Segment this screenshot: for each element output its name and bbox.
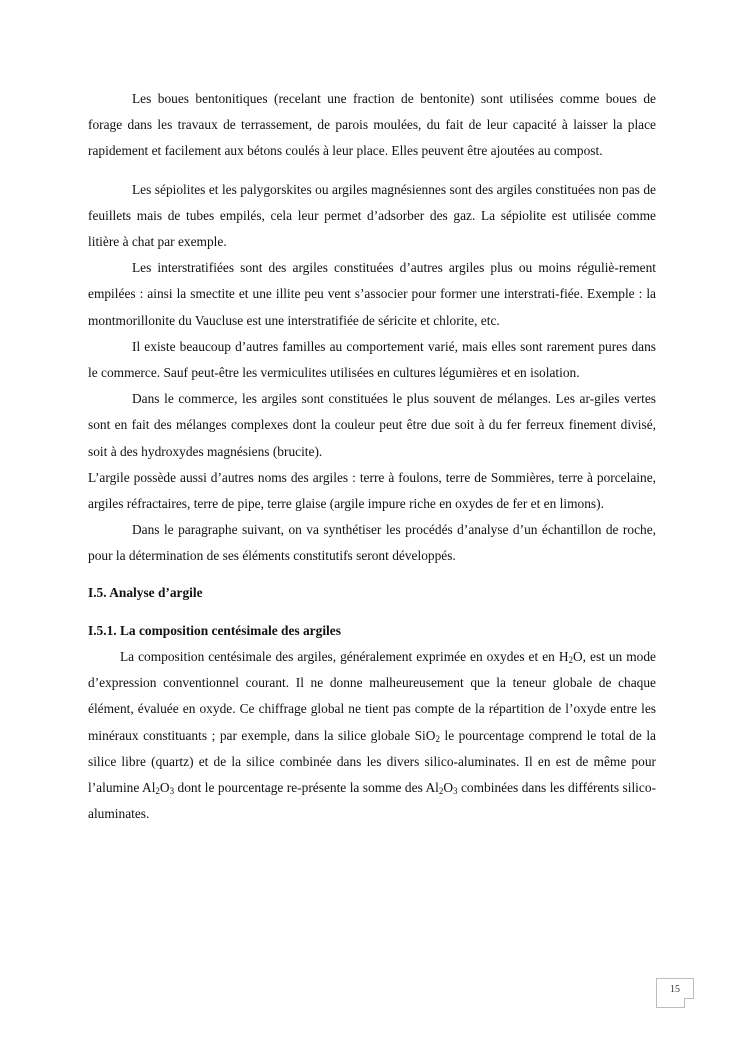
paragraph-sepiolites: Les sépiolites et les palygorskites ou argiles magnésiennes sont des argiles constituées non pas de feuillets mais de tubes empilés, cela leur permet d’adsorber des gaz. La sépiolite est utilisée comme litière à chat par exemple. <box>88 181 656 250</box>
paragraph-centesimal-composition <box>88 644 656 827</box>
o3-subscript-2: 3 <box>453 786 458 797</box>
composition-text-1: La composition centésimale des argiles, généralement exprimée en oxydes et en H <box>120 649 569 665</box>
paragraph-other-names: L’argile possède aussi d’autres noms des argiles : terre à foulons, terre de Sommières, terre à porcelaine, argiles réfractaires, terre de pipe, terre glaise (argile impure riche en oxydes de fer et en limons). <box>88 469 656 512</box>
subsection-heading-composition: I.5.1. La composition centésimale des argiles <box>88 622 341 638</box>
page-number-box <box>656 978 694 1008</box>
document-page <box>88 86 656 827</box>
composition-text-4: O <box>159 780 170 796</box>
al2-subscript: 2 <box>155 786 160 797</box>
composition-text-6: O <box>443 780 454 796</box>
paragraph-bentonite-muds: Les boues bentonitiques (recelant une fraction de bentonite) sont utilisées comme boues de forage dans les travaux de terrassement, de parois moulées, du fait de leur capacité à laisser la place rapidement et facilement aux bétons coulés à leur place. Elles peuvent être ajoutées au compost. <box>88 91 656 159</box>
composition-text-3: le pourcentage comprend le total de la silice libre (quartz) et de la silice combinée dans les divers silico-aluminates. Il en est de même pour l’alumine Al <box>88 727 656 796</box>
paragraph-interstratified: Les interstratifiées sont des argiles constituées d’autres argiles plus ou moins réguliè-rement empilées : ainsi la smectite et une illite peu vent s’associer pour former une interstrati-fiée. Exemple : la montmorillonite du Vaucluse est une interstratifiée de séricite et chlorite, etc. <box>88 260 656 328</box>
sio2-subscript: 2 <box>435 733 440 744</box>
composition-text-2: O, est un mode d’expression conventionnel courant. Il ne donne malheureusement que la teneur globale de chaque élément, évaluée en oxyde. Ce chiffrage global ne tient pas compte de la répartition de l’oxyde entre les minéraux constituants ; par exemple, dans la silice globale SiO <box>88 649 656 743</box>
paragraph-other-families: Il existe beaucoup d’autres familles au comportement varié, mais elles sont rarement pures dans le commerce. Sauf peut-être les vermiculites utilisées en cultures légumières et en isolation. <box>88 338 656 381</box>
paragraph-commerce-mixtures: Dans le commerce, les argiles sont constituées le plus souvent de mélanges. Les ar-giles vertes sont en fait des mélanges complexes dont la couleur peut être due soit à du fer ferreux finement divisé, soit à des hydroxydes magnésiens (brucite). <box>88 391 656 459</box>
section-heading-clay-analysis: I.5. Analyse d’argile <box>88 584 203 600</box>
composition-text-7: combinées dans les différents silico-aluminates. <box>88 780 656 822</box>
composition-text-5: dont le pourcentage re-présente la somme des Al <box>174 780 439 796</box>
page-number: 15 <box>670 984 680 995</box>
o3-subscript: 3 <box>169 786 175 797</box>
paragraph-next-section: Dans le paragraphe suivant, on va synthétiser les procédés d’analyse d’un échantillon de roche, pour la détermination de ses éléments constitutifs seront développés. <box>88 522 656 564</box>
h2o-subscript: 2 <box>568 655 573 666</box>
al2-subscript-2: 2 <box>438 786 444 797</box>
